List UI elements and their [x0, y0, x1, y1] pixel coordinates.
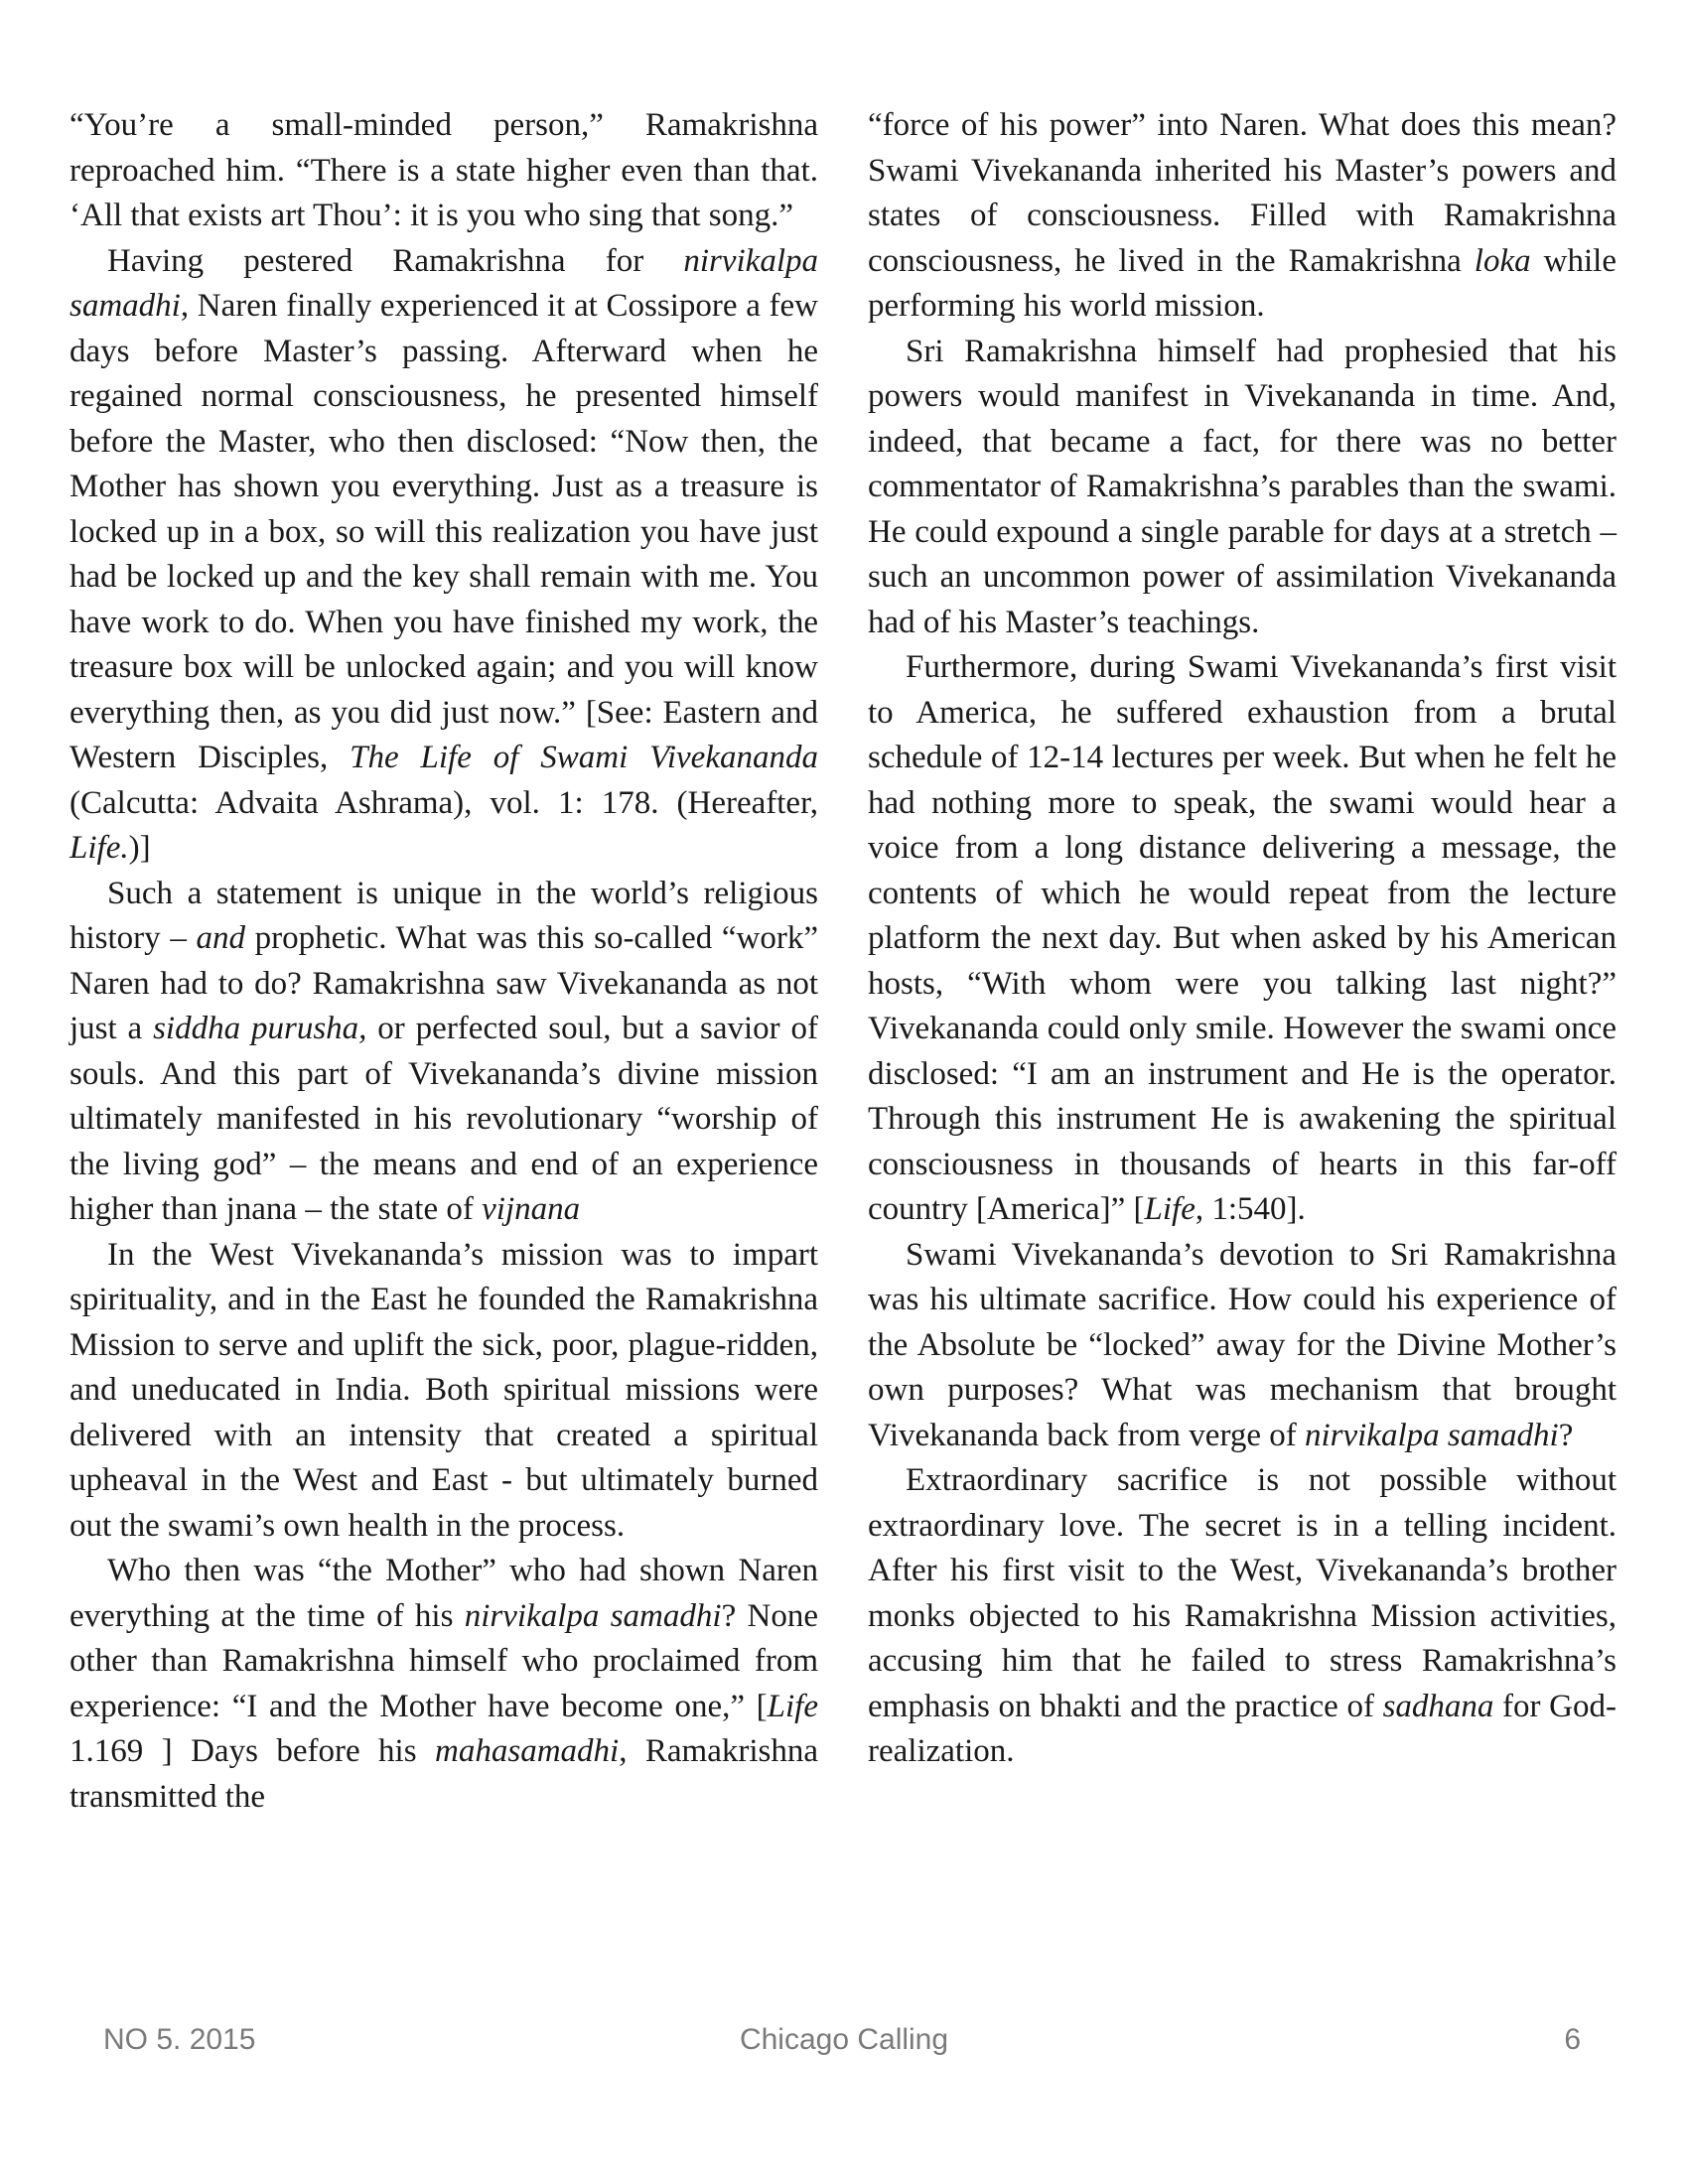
- page-footer: [0, 2023, 1688, 2067]
- text-run: (Calcutta: Advaita Ashrama), vol. 1: 178. (Hereafter,: [70, 784, 818, 821]
- paragraph: [868, 1233, 1617, 1459]
- italic-text: loka: [1474, 242, 1531, 279]
- text-run: 1.169 ] Days before his: [70, 1733, 436, 1769]
- left-text-column: [70, 103, 818, 1820]
- paragraph: [868, 330, 1617, 646]
- text-run: In the West Vivekananda’s mission was to impart spirituality, and in the East he founded the Ramakrishna Mission to serve and uplift the sick, poor, plague-ridden, and uneducated in India. Both spiritual missions were delivered with an intensity that created a spiritual upheaval in the West and East - but ultimately burned out the swami’s own health in the process.: [70, 1236, 818, 1544]
- italic-text: Life.: [70, 830, 129, 866]
- text-run: ? None other than Ramakrishna himself who proclaimed from experience: “I and the Mother have become one,” [: [70, 1597, 818, 1724]
- italic-text: nirvikalpa samadhi: [70, 242, 818, 324]
- footer-page-number: 6: [1564, 2023, 1581, 2056]
- paragraph: [70, 1233, 818, 1550]
- text-run: while performing his world mission.: [868, 242, 1617, 324]
- text-run: prophetic. What was this so-called “work” Naren had to do? Ramakrishna saw Vivekananda as not just a: [70, 920, 818, 1046]
- footer-publication: Chicago Calling: [739, 2023, 949, 2056]
- text-run: ?: [1558, 1417, 1574, 1453]
- text-run: Who then was “the Mother” who had shown Naren everything at the time of his: [70, 1553, 818, 1634]
- text-run: “You’re a small-minded person,” Ramakrishna reproached him. “There is a state higher even than that. ‘All that exists art Thou’: it is you who sing that song.”: [70, 107, 818, 233]
- paragraph: [70, 872, 818, 1233]
- italic-text: The Life of Swami Vivekananda: [350, 740, 818, 775]
- text-run: , Naren finally experienced it at Cossipore a few days before Master’s passing. Afterward when he regained normal consciousness, he presented himself before the Master, who then disclosed: “Now then, the Mother has shown you everything. Just as a treasure is locked up in a box, so will this realization you have just had be locked up and the key shall remain with me. You have work to do. When you have finished my work, the treasure box will be unlocked again; and you will know everything then, as you did just now.” [See: Eastern and Western Disciples,: [70, 288, 818, 775]
- right-text-column: [868, 103, 1617, 1775]
- text-run: , Ramakrishna transmitted the: [70, 1733, 819, 1815]
- text-run: Such a statement is unique in the world’s religious history –: [70, 875, 818, 956]
- paragraph: [868, 645, 1617, 1233]
- italic-text: siddha purusha,: [153, 1011, 367, 1046]
- italic-text: Life: [1144, 1191, 1196, 1227]
- italic-text: nirvikalpa samadhi: [464, 1597, 722, 1634]
- paragraph: [70, 239, 818, 872]
- text-run: or perfected soul, but a savior of souls. And this part of Vivekananda’s divine mission ultimately manifested in his revolutionary “worship of the living god” – the means and end of an experience higher than jnana – the state of: [70, 1011, 819, 1227]
- text-run: Sri Ramakrishna himself had prophesied that his powers would manifest in Vivekananda in time. And, indeed, that became a fact, for there was no better commentator of Ramakrishna’s parables than the swami. He could expound a single parable for days at a stretch – such an uncommon power of assimilation Vivekananda had of his Master’s teachings.: [868, 333, 1617, 640]
- italic-text: vijnana: [482, 1191, 581, 1227]
- text-run: Swami Vivekananda’s devotion to Sri Ramakrishna was his ultimate sacrifice. How could his experience of the Absolute be “locked” away for the Divine Mother’s own purposes? What was mechanism that brought Vivekananda back from verge of: [868, 1236, 1617, 1453]
- italic-text: and: [196, 920, 246, 956]
- text-run: “force of his power” into Naren. What does this mean? Swami Vivekananda inherited his Master’s powers and states of consciousness. Filled with Ramakrishna consciousness, he lived in the Ramakrishna: [868, 107, 1617, 279]
- text-run: for God-realization.: [868, 1688, 1617, 1769]
- paragraph: [868, 103, 1617, 330]
- text-run: )]: [128, 830, 151, 866]
- italic-text: Life: [767, 1688, 818, 1724]
- text-run: Having pestered Ramakrishna for: [107, 242, 684, 279]
- paragraph: [70, 1549, 818, 1820]
- paragraph: [868, 1458, 1617, 1775]
- text-run: , 1:540].: [1195, 1191, 1306, 1227]
- text-run: Furthermore, during Swami Vivekananda’s first visit to America, he suffered exhaustion from a brutal schedule of 12-14 lectures per week. But when he felt he had nothing more to speak, the swami would hear a voice from a long distance delivering a message, the contents of which he would repeat from the lecture platform the next day. But when asked by his American hosts, “With whom were you talking last night?” Vivekananda could only smile. However the swami once disclosed: “I am an instrument and He is the operator. Through this instrument He is awakening the spiritual consciousness in thousands of hearts in this far-off country [America]” [: [868, 649, 1617, 1227]
- footer-issue: NO 5. 2015: [103, 2023, 256, 2056]
- paragraph: [70, 103, 818, 239]
- italic-text: mahasamadhi: [435, 1733, 620, 1769]
- italic-text: sadhana: [1382, 1688, 1494, 1724]
- text-run: Extraordinary sacrifice is not possible without extraordinary love. The secret is in a telling incident. After his first visit to the West, Vivekananda’s brother monks objected to his Ramakrishna Mission activities, accusing him that he failed to stress Ramakrishna’s emphasis on bhakti and the practice of: [868, 1462, 1617, 1724]
- italic-text: nirvikalpa samadhi: [1304, 1417, 1559, 1453]
